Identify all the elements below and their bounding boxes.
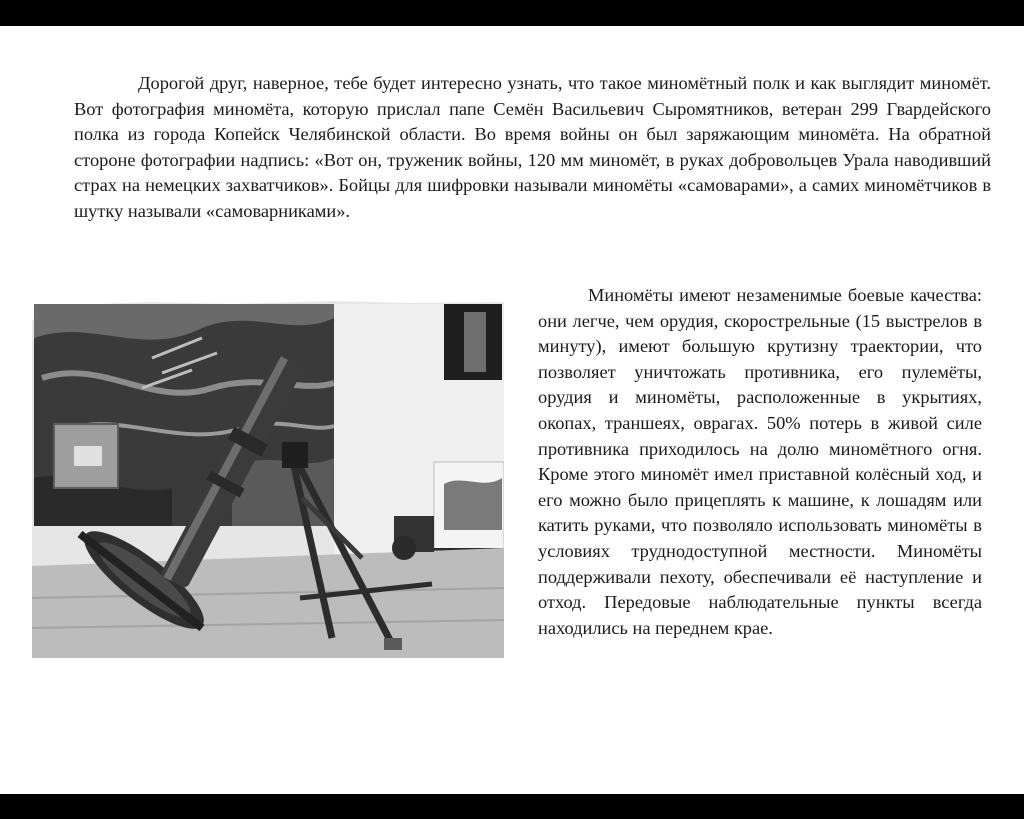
mortar-photo: [32, 298, 504, 658]
intro-paragraph: Дорогой друг, наверное, тебе будет интересно узнать, что такое миномётный полк и как выглядит миномёт. Вот фотография миномёта, которую прислал папе Семён Васильевич Сыромятников, ветеран 299 Гвардейского полка из города Копейск Челябинской области. Во время войны он был заряжающим миномёта. На обратной стороне фотографии надпись: «Вот он, труженик войны, 120 мм миномёт, в руках добровольцев Урала наводивший страх на немецких захватчиков». Бойцы для шифровки называли миномёты «самоварами», а самих миномётчиков в шутку называли «самоварниками».: [74, 73, 991, 221]
bottom-frame-bar: [0, 794, 1024, 819]
side-paragraph: Миномёты имеют незаменимые боевые качества: они легче, чем орудия, скорострельные (15 выстрелов в минуту), имеют большую крутизну траектории, что позволяет уничтожать противника, его пулемёты, орудия и миномёты, расположенные в укрытиях, окопах, траншеях, оврагах. 50% потерь в живой силе противника приходилось на долю миномётного огня. Кроме этого миномёт имел приставной колёсный ход, и его можно было прицеплять к машине, к лошадям или катить руками, что позволяло использовать миномёты в условиях труднодоступной местности. Миномёты поддерживали пехоту, обеспечивали её наступление и отход. Передовые наблюдательные пункты всегда находились на переднем крае.: [538, 285, 982, 638]
top-frame-bar: [0, 0, 1024, 26]
